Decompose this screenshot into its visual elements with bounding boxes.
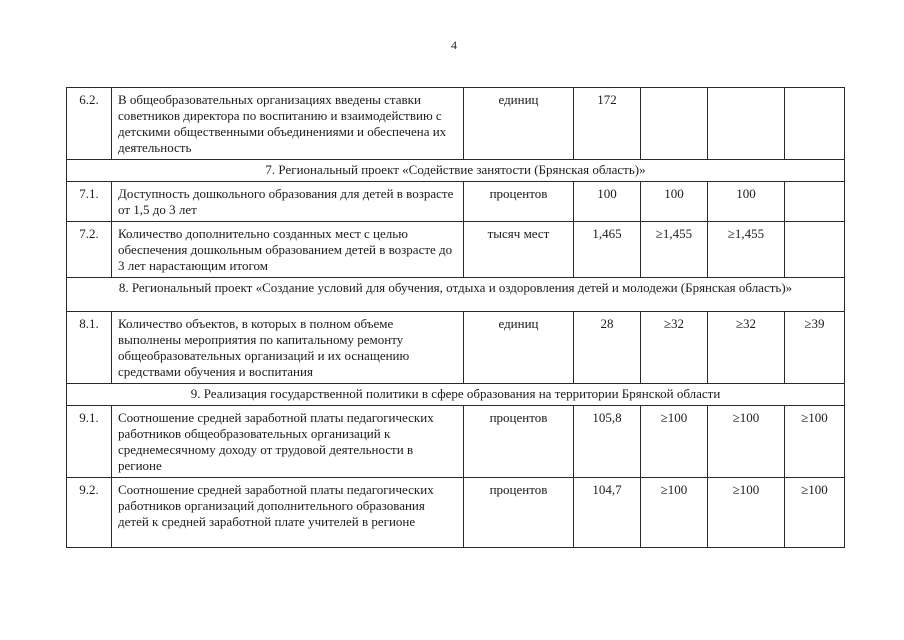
table-row [67, 406, 845, 478]
indicator-value: ≥100 [641, 406, 708, 478]
indicator-value: ≥100 [785, 406, 845, 478]
indicator-name: Соотношение средней заработной платы педагогических работников общеобразовательных организаций к среднемесячному доходу от трудовой деятельности в регионе [112, 406, 464, 478]
indicator-name: Соотношение средней заработной платы педагогических работников организаций дополнительного образования детей к средней заработной плате учителей в регионе [112, 478, 464, 548]
section-title: 9. Реализация государственной политики в сфере образования на территории Брянской области [67, 384, 845, 406]
section-title: 8. Региональный проект «Создание условий для обучения, отдыха и оздоровления детей и молодежи (Брянская область)» [67, 278, 845, 312]
table-row [67, 478, 845, 548]
row-number: 8.1. [67, 312, 112, 384]
indicator-value: ≥100 [708, 406, 785, 478]
indicator-value: ≥100 [641, 478, 708, 548]
section-title: 7. Региональный проект «Содействие занятости (Брянская область)» [67, 160, 845, 182]
unit-of-measure: тысяч мест [464, 222, 574, 278]
row-number: 6.2. [67, 88, 112, 160]
table-row [67, 222, 845, 278]
indicator-value: ≥100 [785, 478, 845, 548]
indicator-value: ≥39 [785, 312, 845, 384]
section-header-row [67, 278, 845, 312]
indicator-name: Количество дополнительно созданных мест с целью обеспечения дошкольным образованием детей в возрасте до 3 лет нарастающим итогом [112, 222, 464, 278]
indicator-value: 100 [641, 182, 708, 222]
indicator-value [641, 88, 708, 160]
unit-of-measure: процентов [464, 478, 574, 548]
indicators-table [66, 87, 845, 548]
table-row [67, 182, 845, 222]
row-number: 7.2. [67, 222, 112, 278]
indicator-name: Доступность дошкольного образования для детей в возрасте от 1,5 до 3 лет [112, 182, 464, 222]
section-header-row [67, 384, 845, 406]
row-number: 7.1. [67, 182, 112, 222]
indicator-value [785, 222, 845, 278]
indicator-value [785, 182, 845, 222]
unit-of-measure: единиц [464, 312, 574, 384]
indicator-value: 100 [708, 182, 785, 222]
indicator-value: ≥32 [641, 312, 708, 384]
indicator-value [785, 88, 845, 160]
indicator-value: ≥32 [708, 312, 785, 384]
indicator-value [708, 88, 785, 160]
indicator-value: ≥100 [708, 478, 785, 548]
indicator-value: ≥1,455 [641, 222, 708, 278]
row-number: 9.2. [67, 478, 112, 548]
section-header-row [67, 160, 845, 182]
indicator-value: ≥1,455 [708, 222, 785, 278]
unit-of-measure: процентов [464, 406, 574, 478]
row-number: 9.1. [67, 406, 112, 478]
indicator-value: 100 [574, 182, 641, 222]
page-number: 4 [451, 38, 457, 52]
unit-of-measure: единиц [464, 88, 574, 160]
indicator-value: 105,8 [574, 406, 641, 478]
table-row [67, 88, 845, 160]
indicator-name: В общеобразовательных организациях введены ставки советников директора по воспитанию и взаимодействию с детскими общественными объединениями и обеспечена их деятельность [112, 88, 464, 160]
indicator-name: Количество объектов, в которых в полном объеме выполнены мероприятия по капитальному ремонту общеобразовательных организаций и их оснащению средствами обучения и воспитания [112, 312, 464, 384]
indicator-value: 104,7 [574, 478, 641, 548]
indicator-value: 172 [574, 88, 641, 160]
unit-of-measure: процентов [464, 182, 574, 222]
indicator-value: 28 [574, 312, 641, 384]
indicator-value: 1,465 [574, 222, 641, 278]
table-row [67, 312, 845, 384]
